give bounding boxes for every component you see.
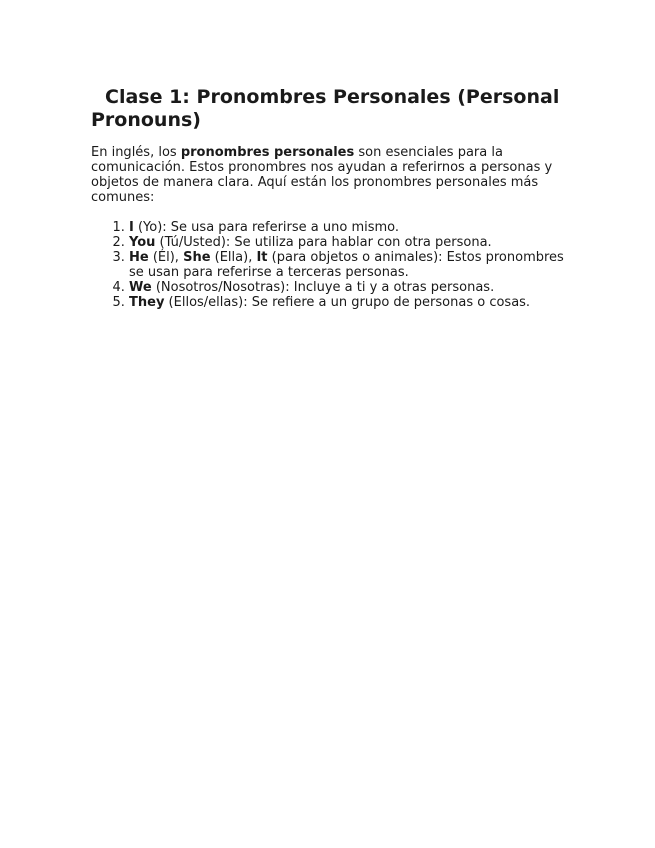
pronoun-description: (Nosotros/Nosotras): Incluye a ti y a otras personas. — [151, 280, 495, 295]
pronoun-description: (Ellos/ellas): Se refiere a un grupo de personas o cosas. — [164, 295, 531, 310]
pronoun-term: It — [256, 250, 268, 265]
pronoun-list — [91, 220, 571, 310]
pronoun-term: She — [183, 250, 211, 265]
pronoun-term: I — [129, 220, 134, 235]
page-title — [91, 86, 571, 132]
list-item — [129, 295, 571, 310]
pronoun-description: (Tú/Usted): Se utiliza para hablar con otra persona. — [155, 235, 492, 250]
intro-bold-term: pronombres personales — [180, 145, 355, 160]
list-item — [129, 250, 571, 280]
pronoun-description: (Yo): Se usa para referirse a uno mismo. — [133, 220, 400, 235]
pronoun-description: (Ella), — [210, 250, 257, 265]
list-item — [129, 220, 571, 235]
pronoun-term: You — [129, 235, 156, 250]
intro-text-before: En inglés, los — [91, 145, 181, 160]
intro-text-after: son esenciales para la comunicación. Estos pronombres nos ayudan a referirnos a personas y objetos de manera clara. Aquí están los pronombres personales más comunes: — [91, 145, 553, 205]
pronoun-description: (Él), — [148, 250, 184, 265]
document-page — [91, 86, 571, 310]
pronoun-term: We — [129, 280, 152, 295]
list-item — [129, 280, 571, 295]
list-item — [129, 235, 571, 250]
page-title-text: Clase 1: Pronombres Personales (Personal Pronouns) — [91, 86, 560, 131]
pronoun-term: He — [129, 250, 149, 265]
pronoun-term: They — [129, 295, 165, 310]
pronoun-description: (para objetos o animales): Estos pronombres se usan para referirse a terceras personas. — [129, 250, 564, 280]
intro-paragraph — [91, 145, 571, 205]
